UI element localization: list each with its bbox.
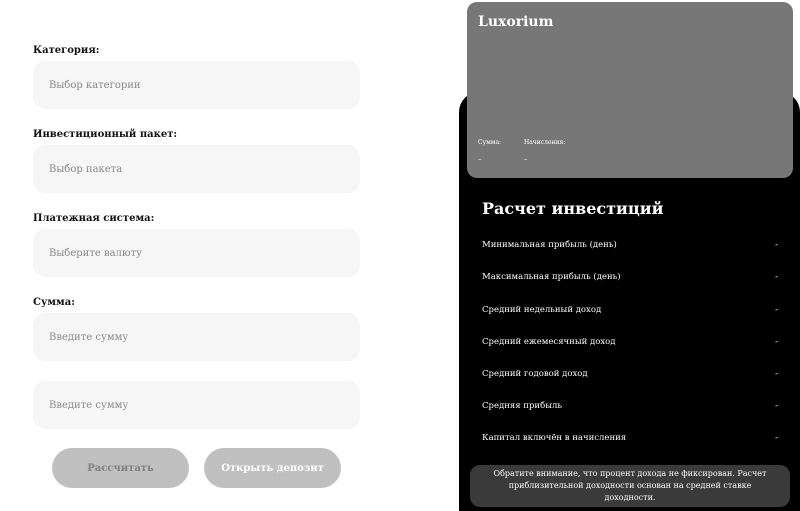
- card-sum-value: –: [478, 155, 482, 163]
- category-select[interactable]: [33, 61, 360, 109]
- payment-system-label: Платежная система:: [33, 213, 155, 224]
- card-sum-label: Сумма:: [478, 139, 502, 146]
- calculate-button[interactable]: Рассчитать: [52, 448, 189, 488]
- package-label: Инвестиционный пакет:: [33, 129, 178, 140]
- income-notice: [470, 465, 790, 507]
- payment-system-placeholder: Выберите валюту: [49, 247, 143, 259]
- row-label-weekly-income: Средний недельный доход: [482, 305, 602, 315]
- open-deposit-button[interactable]: Открыть депозит: [204, 448, 341, 488]
- calculation-title: Расчет инвестиций: [482, 199, 664, 218]
- card-accrual-value: –: [524, 155, 528, 163]
- category-label: Категория:: [33, 45, 100, 56]
- row-label-min-profit: Минимальная прибыль (день): [482, 240, 617, 250]
- row-value-average-profit: -: [775, 401, 778, 411]
- package-select[interactable]: [33, 145, 360, 193]
- category-placeholder: Выбор категории: [49, 79, 141, 91]
- row-label-monthly-income: Средний ежемесячный доход: [482, 337, 616, 347]
- row-value-max-profit: -: [775, 272, 778, 282]
- row-label-capital-included: Капитал включён в начисления: [482, 433, 627, 443]
- row-value-yearly-income: -: [775, 369, 778, 379]
- row-value-min-profit: -: [775, 240, 778, 250]
- row-label-average-profit: Средняя прибыль: [482, 401, 562, 411]
- amount-label: Сумма:: [33, 297, 75, 308]
- plan-card: [467, 2, 793, 178]
- income-notice-text: Обратите внимание, что процент дохода не фиксирован. Расчет приблизительной доходности основан на средней ставке доходности.: [493, 469, 767, 502]
- row-label-max-profit: Максимальная прибыль (день): [482, 272, 621, 282]
- row-value-weekly-income: -: [775, 305, 778, 315]
- package-placeholder: Выбор пакета: [49, 163, 123, 175]
- row-value-capital-included: -: [775, 433, 778, 443]
- row-label-yearly-income: Средний годовой доход: [482, 369, 588, 379]
- amount-input-secondary[interactable]: [33, 381, 360, 429]
- row-value-monthly-income: -: [775, 337, 778, 347]
- amount-input[interactable]: [33, 313, 360, 361]
- payment-system-select[interactable]: [33, 229, 360, 277]
- card-accrual-label: Начисления:: [524, 139, 566, 146]
- plan-title: Luxorium: [478, 14, 554, 30]
